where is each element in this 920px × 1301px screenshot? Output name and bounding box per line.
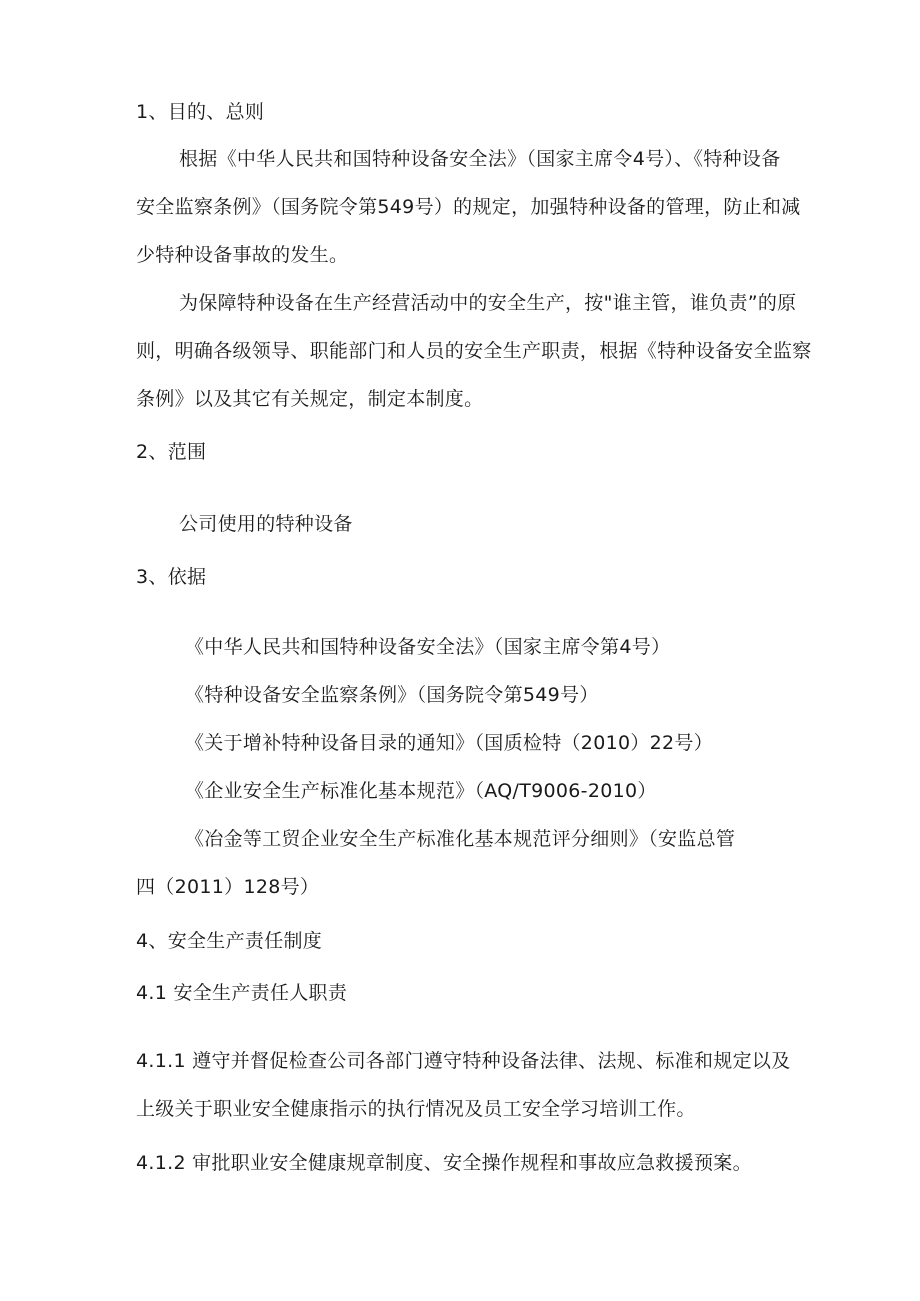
section-2-heading: 2、范围 [136,441,207,463]
section-1-heading: 1、目的、总则 [136,101,265,123]
reference-item: 《企业安全生产标准化基本规范》（AQ/T9006-2010） [185,780,657,802]
section-1-paragraph-2-line-2: 则，明确各级领导、职能部门和人员的安全生产职责，根据《特种设备安全监察 [136,340,812,362]
section-1-paragraph-1-line-1: 根据《中华人民共和国特种设备安全法》（国家主席令4号）、《特种设备 [179,148,781,170]
subsection-4-1-heading: 4.1 安全生产责任人职责 [136,982,348,1004]
section-1-paragraph-1-line-3: 少特种设备事故的发生。 [136,244,349,266]
section-2-scope-text: 公司使用的特种设备 [179,513,353,535]
clause-4-1-1-line-1: 4.1.1 遵守并督促检查公司各部门遵守特种设备法律、法规、标准和规定以及 [136,1050,791,1072]
reference-item: 《中华人民共和国特种设备安全法》（国家主席令第4号） [185,636,671,658]
section-1-paragraph-1-line-2: 安全监察条例》（国务院令第549号）的规定，加强特种设备的管理，防止和减 [136,196,801,218]
section-1-paragraph-2-line-1: 为保障特种设备在生产经营活动中的安全生产，按"谁主管，谁负责”的原 [179,292,797,314]
section-1-paragraph-2-line-3: 条例》以及其它有关规定，制定本制度。 [136,388,484,410]
section-3-heading: 3、依据 [136,566,207,588]
reference-item-continuation: 四（2011）128号） [136,876,320,898]
reference-item: 《特种设备安全监察条例》（国务院令第549号） [185,684,599,706]
section-4-heading: 4、安全生产责任制度 [136,930,323,952]
reference-item: 《冶金等工贸企业安全生产标准化基本规范评分细则》（安监总管 [185,828,736,850]
clause-4-1-2: 4.1.2 审批职业安全健康规章制度、安全操作规程和事故应急救援预案。 [136,1152,752,1174]
clause-4-1-1-line-2: 上级关于职业安全健康指示的执行情况及员工安全学习培训工作。 [136,1098,696,1120]
reference-item: 《关于增补特种设备目录的通知》（国质检特（2010）22号） [185,732,714,754]
